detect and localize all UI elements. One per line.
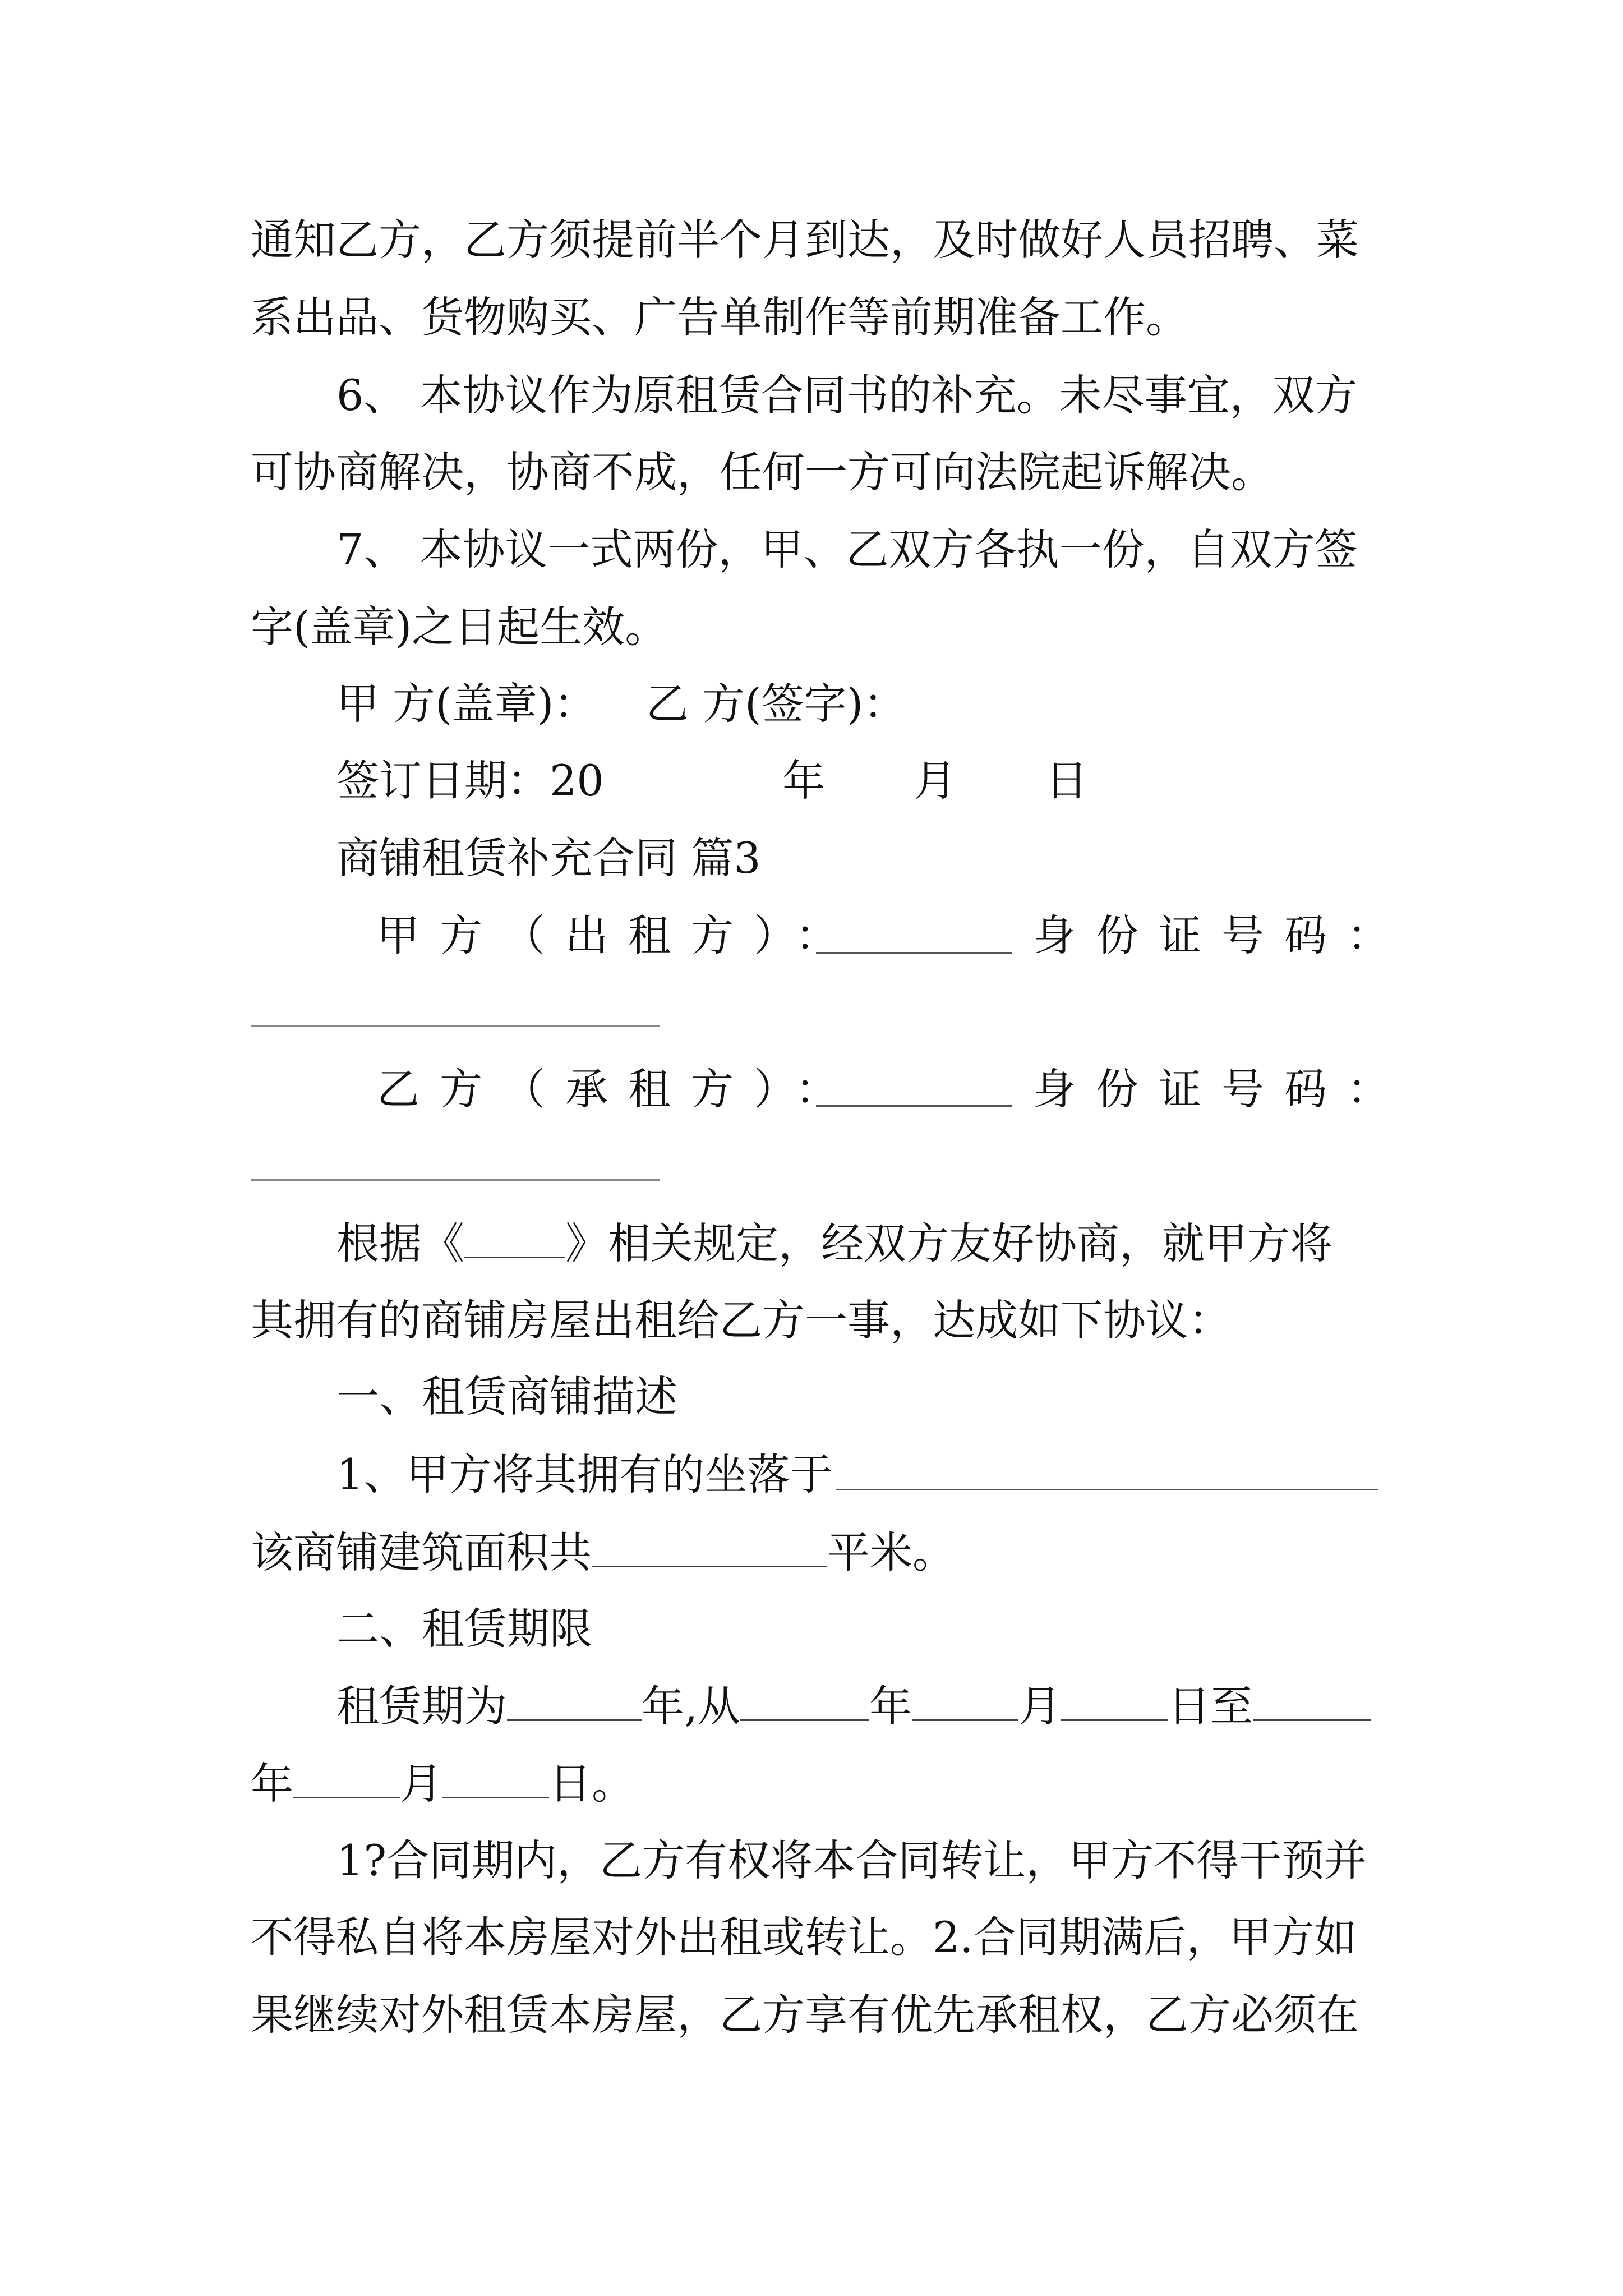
text-run: 系出品、货物购买、广告单制作等前期准备工作。 bbox=[251, 292, 1188, 342]
term-line bbox=[336, 1681, 1371, 1731]
body-line bbox=[336, 370, 1358, 420]
lessee-id-blank bbox=[251, 1179, 660, 1181]
intro-text-c: 其拥有的商铺房屋出租给乙方一事，达成如下协议： bbox=[251, 1295, 1231, 1345]
text-run: 字(盖章)之日起生效。 bbox=[251, 602, 668, 652]
term-text: 日。 bbox=[549, 1759, 634, 1809]
year-label: 年 bbox=[782, 756, 826, 806]
body-line bbox=[251, 292, 1188, 342]
term-text: 租赁期为 bbox=[336, 1681, 507, 1731]
body-line bbox=[336, 524, 1358, 574]
term-text: 年,从 bbox=[642, 1681, 741, 1731]
lessor-name-blank bbox=[816, 952, 1012, 954]
end-year-blank-a bbox=[1253, 1685, 1371, 1721]
month-label: 月 bbox=[914, 756, 957, 806]
text-run: 6、 本协议作为原租赁合同书的补充。未尽事宜，双方 bbox=[336, 370, 1358, 420]
party-b-signature-label: 乙 方(签字)： bbox=[645, 679, 906, 729]
lessor-id-line bbox=[1033, 910, 1410, 960]
term-text: 日至 bbox=[1168, 1681, 1253, 1731]
heading bbox=[336, 1372, 677, 1421]
lessee-id-line bbox=[1033, 1064, 1410, 1114]
item-line bbox=[336, 1450, 833, 1499]
area-blank bbox=[592, 1531, 827, 1567]
body-line bbox=[251, 602, 668, 652]
location-blank bbox=[836, 1489, 1378, 1490]
signing-date-label: 签订日期：20 bbox=[336, 756, 604, 806]
body-line bbox=[251, 1912, 1357, 1962]
body-line bbox=[251, 447, 1274, 497]
term-text: 月 bbox=[400, 1759, 442, 1809]
law-name-blank bbox=[464, 1222, 565, 1258]
body-line bbox=[251, 1990, 1359, 2040]
intro-text-a: 根据《 bbox=[336, 1218, 464, 1268]
text-run: 1?合同期内，乙方有权将本合同转让，甲方不得干预并 bbox=[336, 1835, 1367, 1885]
term-text: 年 bbox=[869, 1681, 912, 1731]
text-run: 7、 本协议一式两份，甲、乙双方各执一份，自双方签 bbox=[336, 524, 1358, 574]
lessee-name-blank bbox=[816, 1105, 1012, 1107]
term-years-blank bbox=[507, 1685, 642, 1721]
end-month-blank bbox=[293, 1762, 400, 1798]
start-day-blank bbox=[1061, 1685, 1168, 1721]
heading-text: 二、租赁期限 bbox=[336, 1604, 592, 1654]
intro-text-b: 》相关规定，经双方友好协商，就甲方将 bbox=[565, 1218, 1332, 1268]
end-day-blank bbox=[442, 1762, 549, 1798]
section-title-text: 商铺租赁补充合同 篇3 bbox=[336, 833, 761, 883]
body-line bbox=[251, 215, 1378, 265]
heading-text: 一、租赁商铺描述 bbox=[336, 1372, 677, 1421]
party-a-signature-label: 甲 方(盖章)： bbox=[336, 679, 597, 729]
lessor-line bbox=[377, 910, 858, 960]
lessee-id-label: 身份证号码： bbox=[1033, 1064, 1410, 1114]
item-line bbox=[251, 1527, 955, 1577]
term-text: 年 bbox=[251, 1759, 293, 1809]
lessor-id-label: 身份证号码： bbox=[1033, 910, 1410, 960]
heading bbox=[336, 1604, 592, 1654]
intro-line bbox=[251, 1295, 1231, 1345]
body-line bbox=[336, 1835, 1367, 1885]
item-text: 该商铺建筑面积共 bbox=[251, 1527, 592, 1577]
signature-line bbox=[336, 679, 906, 729]
start-month-blank bbox=[912, 1685, 1018, 1721]
term-line bbox=[251, 1759, 634, 1809]
item-text: 1、甲方将其拥有的坐落于 bbox=[336, 1450, 833, 1499]
intro-line bbox=[336, 1218, 1332, 1268]
text-run: 通知乙方，乙方须提前半个月到达，及时做好人员招聘、菜 bbox=[251, 215, 1359, 265]
item-text: 平米。 bbox=[827, 1527, 955, 1577]
lessee-line bbox=[377, 1064, 858, 1114]
signing-date-line bbox=[336, 756, 1088, 806]
text-run: 可协商解决，协商不成，任何一方可向法院起诉解决。 bbox=[251, 447, 1274, 497]
text-run: 果继续对外租赁本房屋，乙方享有优先承租权，乙方必须在 bbox=[251, 1990, 1359, 2040]
lessor-id-blank bbox=[251, 1025, 660, 1027]
section-title bbox=[336, 833, 761, 883]
lessee-label: 乙方（承租方）： bbox=[377, 1064, 858, 1114]
lessor-label: 甲方（出租方）： bbox=[377, 910, 858, 960]
start-year-blank bbox=[740, 1685, 869, 1721]
term-text: 月 bbox=[1018, 1681, 1062, 1731]
day-label: 日 bbox=[1045, 756, 1088, 806]
text-run: 不得私自将本房屋对外出租或转让。2.合同期满后，甲方如 bbox=[251, 1912, 1357, 1962]
